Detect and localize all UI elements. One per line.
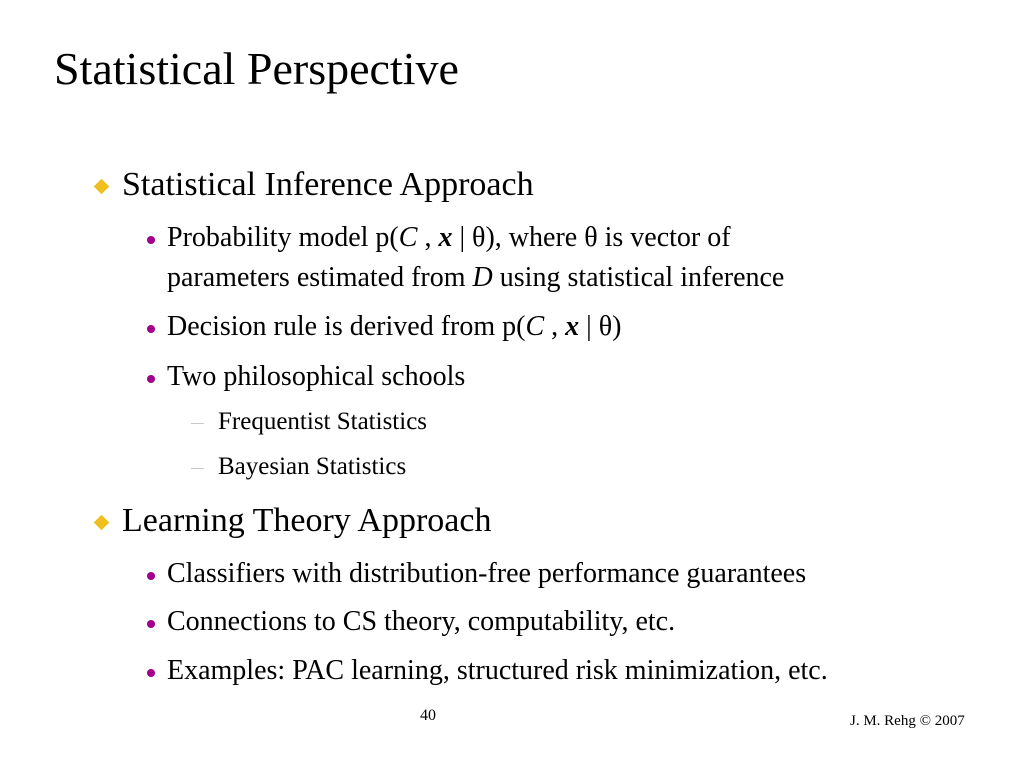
- bullet-learning-theory: [122, 501, 491, 541]
- bullet-probability-model: [167, 218, 731, 258]
- bullet-text: Examples: PAC learning, structured risk minimization, etc.: [167, 655, 828, 686]
- bullet-examples: [167, 651, 828, 691]
- bullet-two-schools: [167, 357, 465, 397]
- math-D: D: [472, 262, 493, 293]
- text-run: using statistical inference: [492, 262, 785, 293]
- diamond-bullet-icon: [94, 515, 110, 531]
- bullet-text: Connections to CS theory, computability, etc.: [167, 606, 676, 637]
- text-run: | θ): [579, 311, 622, 342]
- dot-bullet-icon: [147, 375, 155, 383]
- math-x: x: [565, 311, 580, 342]
- math-C: C: [398, 222, 418, 253]
- bullet-text: Classifiers with distribution-free performance guarantees: [167, 558, 807, 589]
- bullet-text: Learning Theory Approach: [122, 502, 492, 539]
- math-x: x: [438, 222, 453, 253]
- text-run: Decision rule is derived from p(: [167, 311, 526, 342]
- bullet-text: Two philosophical schools: [167, 361, 466, 392]
- bullet-text: Frequentist Statistics: [218, 408, 428, 435]
- math-C: C: [525, 311, 545, 342]
- bullet-decision-rule: [167, 307, 621, 347]
- dash-bullet-icon: [191, 468, 204, 469]
- bullet-connections: [167, 602, 675, 642]
- dot-bullet-icon: [147, 572, 155, 580]
- diamond-bullet-icon: [94, 179, 110, 195]
- dot-bullet-icon: [147, 620, 155, 628]
- dot-bullet-icon: [147, 325, 155, 333]
- bullet-classifiers: [167, 554, 806, 594]
- dot-bullet-icon: [147, 236, 155, 244]
- text-run: ,: [544, 311, 566, 342]
- text-run: Probability model p(: [167, 222, 399, 253]
- text-run: parameters estimated from: [167, 262, 473, 293]
- footer-credit: J. M. Rehg © 2007: [850, 713, 965, 729]
- text-run: | θ), where θ is vector of: [452, 222, 731, 253]
- bullet-statistical-inference: [122, 165, 534, 205]
- text-run: ,: [417, 222, 439, 253]
- bullet-text: Statistical Inference Approach: [122, 166, 534, 203]
- sub-bullet-bayesian: [218, 451, 406, 483]
- sub-bullet-frequentist: [218, 406, 427, 438]
- dash-bullet-icon: [191, 423, 204, 424]
- page-number: 40: [420, 707, 436, 724]
- dot-bullet-icon: [147, 669, 155, 677]
- bullet-text: Bayesian Statistics: [218, 453, 407, 480]
- slide-title: Statistical Perspective: [54, 43, 459, 94]
- bullet-probability-model-line2: [167, 258, 784, 298]
